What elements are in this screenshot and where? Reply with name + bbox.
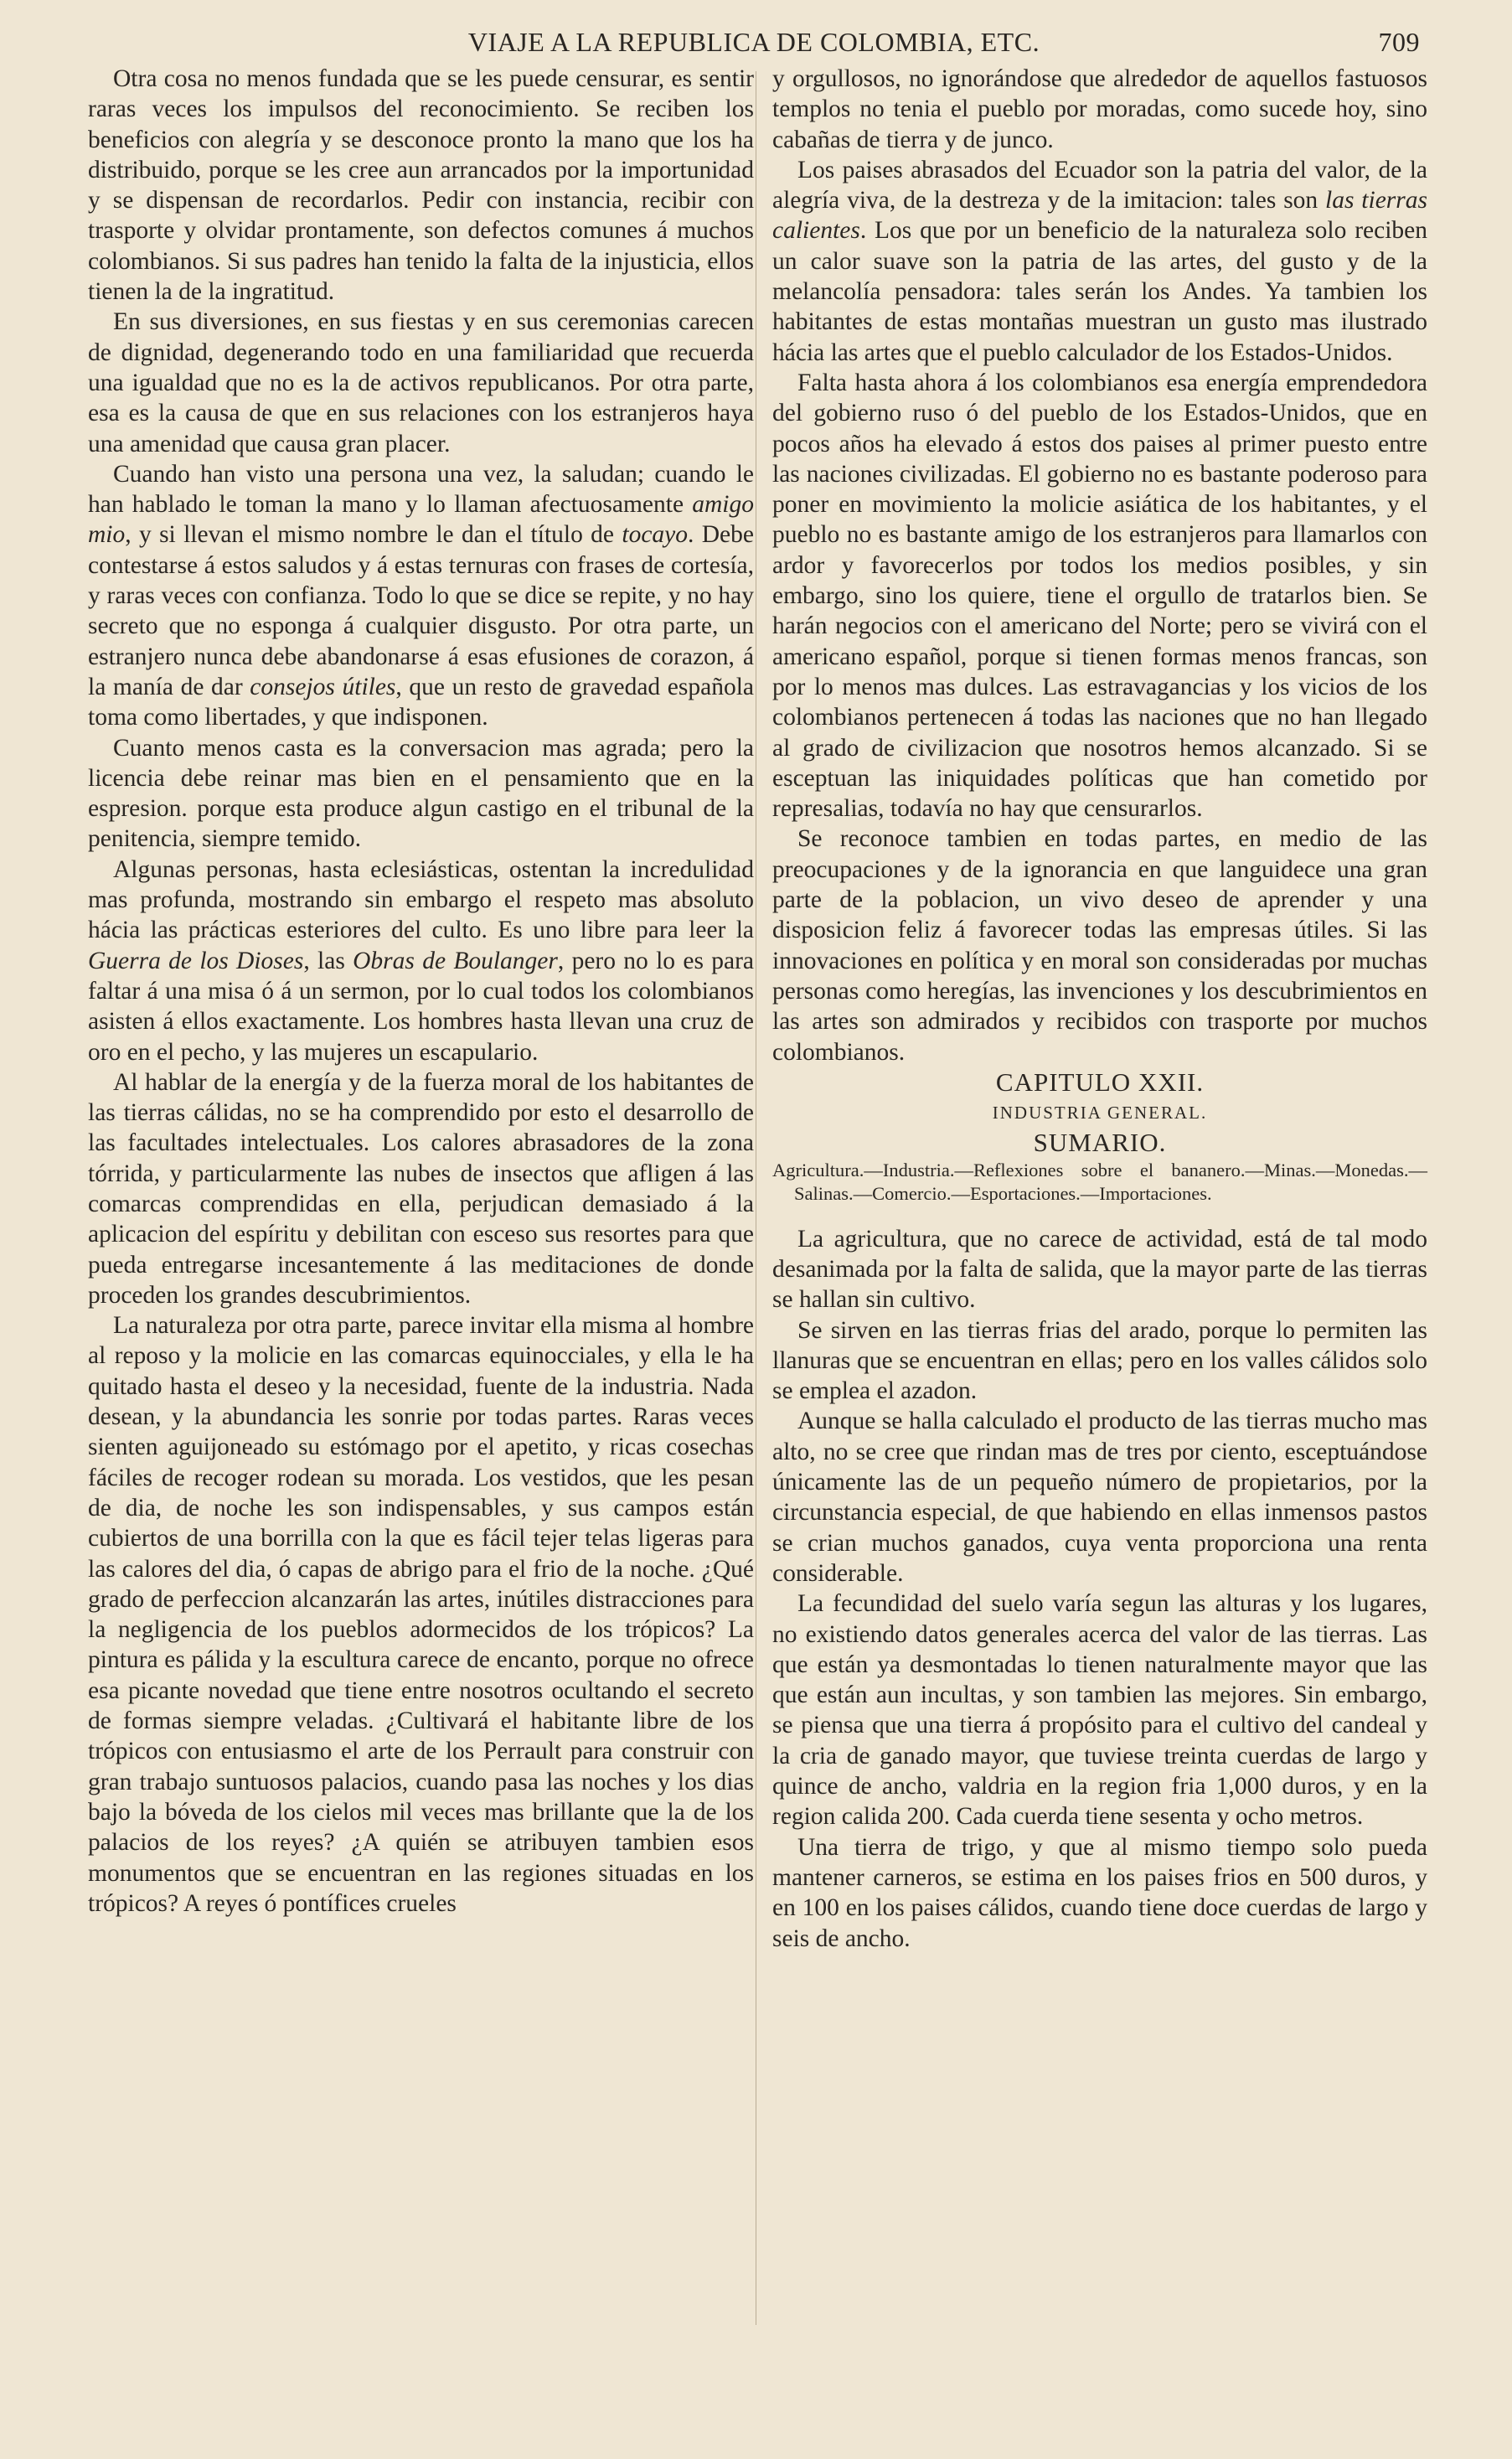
paragraph: En sus diversiones, en sus fiestas y en sus ceremonias carecen de dignidad, degenerando todo en una familiaridad que recuerda una igualdad que no es la de activos republicanos. Por otra parte, esa es la causa de que en sus relaciones con los estranjeros haya una amenidad que causa gran placer. — [88, 308, 754, 457]
paragraph: La fecundidad del suelo varía segun las alturas y los lugares, no existiendo datos generales acerca del valor de las tierras. Las que están ya desmontadas lo tienen naturalmente mayor que las que están aun incultas, y son tambien las mejores. Sin embargo, se piensa que una tierra á propósito para el cultivo del candeal y la cria de ganado mayor, que tuviese treinta cuerdas de largo y quince de ancho, valdria en la region fria 1,000 duros, y en la region calida 200. Cada cuerda tiene sesenta y ocho metros. — [772, 1590, 1427, 1831]
paragraph: Una tierra de trigo, y que al mismo tiempo solo pueda mantener carneros, se estima en los paises frios en 500 duros, y en 100 en los paises cálidos, cuando tiene doce cuerdas de largo y seis de ancho. — [772, 1833, 1427, 1952]
paragraph: Cuanto menos casta es la conversacion mas agrada; pero la licencia debe reinar mas bien en el pensamiento que en la espresion. porque esta produce algun castigo en el tribunal de la penitencia, siempre temido. — [88, 734, 754, 853]
paragraph: Se sirven en las tierras frias del arado, porque lo permiten las llanuras que se encuentran en ellas; pero en los valles cálidos solo se emplea el azadon. — [772, 1316, 1427, 1405]
chapter-title: CAPITULO XXII. — [995, 1067, 1205, 1097]
chapter-subtitle: INDUSTRIA GENERAL. — [992, 1103, 1208, 1124]
left-column — [88, 64, 754, 1919]
paragraph: Algunas personas, hasta eclesiásticas, ostentan la incredulidad mas profunda, mostrando sin embargo el respeto mas absoluto hácia las prácticas esteriores del culto. Es uno libre para leer la Guerra de los Dioses, las Obras de Boulanger, pero no lo es para faltar á una misa ó á un sermon, por lo cual todos los colombianos asisten á ellos exactamente. Los hombres hasta llevan una cruz de oro en el pecho, y las mujeres un escapulario. — [88, 855, 754, 1066]
paragraph: Aunque se halla calculado el producto de las tierras mucho mas alto, no se cree que rindan mas de tres por ciento, esceptuándose únicamente las de un pequeño número de propietarios, por la circunstancia especial, de que habiendo en ellas inmensos pastos se crian muchos ganados, cuya venta proporciona una renta considerable. — [772, 1408, 1427, 1587]
paragraph: Se reconoce tambien en todas partes, en medio de las preocupaciones y de la ignorancia en que languidece una gran parte de la poblacion, un vivo deseo de aprender y una disposicion feliz á favorecer todas las empresas útiles. Si las innovaciones en política y en moral son consideradas por muchas personas como heregías, las invenciones y los descubrimientos en las artes son admirados y recibidos con trasporte por muchos colombianos. — [772, 825, 1427, 1066]
paragraph: y orgullosos, no ignorándose que alrededor de aquellos fastuosos templos no tenia el pueblo por moradas, como sucede hoy, sino cabañas de tierra y de junco. — [772, 65, 1427, 153]
summary-title: SUMARIO. — [1033, 1128, 1167, 1158]
paragraph: Cuando han visto una persona una vez, la saludan; cuando le han hablado le toman la mano y lo llaman afectuosamente amigo mio, y si llevan el mismo nombre le dan el título de tocayo. Debe contestarse á estos saludos y á estas ternuras con frases de cortesía, y raras veces con confianza. Todo lo que se dice se repite, y no hay secreto que no esponga á cualquier disgusto. Por otra parte, un estranjero nunca debe abandonarse á esas efusiones de corazon, á la manía de dar consejos útiles, que un resto de gravedad española toma como libertades, y que indisponen. — [88, 460, 754, 731]
right-column — [772, 64, 1427, 1954]
paragraph: La naturaleza por otra parte, parece invitar ella misma al hombre al reposo y la molicie en las comarcas equinocciales, y ella le ha quitado hasta el deseo y la necesidad, fuente de la industria. Nada desean, y la abundancia les sonrie por todas partes. Raras veces sienten aguijoneado su estómago por el apetito, y ricas cosechas fáciles de recoger rodean su morada. Los vestidos, que les pesan de dia, de noche les son indispensables, y sus campos están cubiertos de una borrilla con la que es fácil tejer telas ligeras para las calores del dia, ó capas de abrigo para el frio de la noche. ¿Qué grado de perfeccion alcanzarán las artes, inútiles distracciones para la negligencia de los pueblos adormecidos de los trópicos? La pintura es pálida y la escultura carece de encanto, porque no ofrece esa picante novedad que tiene entre nosotros ocultando el secreto de formas siempre veladas. ¿Cultivará el habitante libre de los trópicos con entusiasmo el arte de los Perrault para construir con gran trabajo suntuosos palacios, cuando pasa las noches y los dias bajo la bóveda de los cielos mil veces mas brillante que la de los palacios de los reyes? ¿A quién se atribuyen tambien esos monumentos que se encuentran en las regiones situadas en los trópicos? A reyes ó pontífices crueles — [88, 1312, 754, 1917]
paragraph: Al hablar de la energía y de la fuerza moral de los habitantes de las tierras cálidas, no se ha comprendido por esto el desarrollo de las facultades intelectuales. Los calores abrasadores de la zona tórrida, y particularmente las nubes de insectos que afligen á las comarcas comprendidas en ella, perjudican demasiado á la aplicacion del espíritu y debilitan con esceso sus resortes para que pueda entregarse incesantemente á las meditaciones de donde proceden los grandes descubrimientos. — [88, 1068, 754, 1309]
paragraph: Falta hasta ahora á los colombianos esa energía emprendedora del gobierno ruso ó del pueblo de los Estados-Unidos, que en pocos años ha elevado á estos dos paises al primer puesto entre las naciones civilizadas. El gobierno no es bastante poderoso para poner en movimiento la molicie asiática de los habitantes, y el pueblo no es bastante amigo de los estranjeros para llamarlos con ardor y favorecerlos por todos los medios posibles, y sin embargo, sino los quiere, tiene el orgullo de tratarlos bien. Se harán negocios con el americano del Norte; pero se vivirá con el americano español, porque si tienen formas menos francas, son por lo menos mas dulces. Las estravagancias y los vicios de los colombianos pertenecen á todas las naciones que no han llegado al grado de civilizacion que nosotros hemos alcanzado. Si se esceptuan las iniquidades políticas que han cometido por represalias, todavía no hay que censurarlos. — [772, 369, 1427, 823]
page-header — [88, 25, 1420, 64]
page-number: 709 — [1378, 27, 1420, 57]
running-title: VIAJE A LA REPUBLICA DE COLOMBIA, ETC. — [467, 27, 1040, 57]
paragraph: La agricultura, que no carece de actividad, está de tal modo desanimada por la falta de salida, que la mayor parte de las tierras se hallan sin cultivo. — [772, 1225, 1427, 1314]
summary-text: Agricultura.—Industria.—Reflexiones sobre el bananero.—Minas.—Monedas.—Salinas.—Comercio.—Esportaciones.—Importaciones. — [772, 1159, 1427, 1204]
paragraph: Los paises abrasados del Ecuador son la patria del valor, de la alegría viva, de la destreza y de la imitacion: tales son las tierras calientes. Los que por un beneficio de la naturaleza solo reciben un calor suave son la patria de las artes, del gusto y de la melancolía pensadora: tales serán los Andes. Ya tambien los habitantes de estas montañas muestran un gusto mas ilustrado hácia las artes que el pueblo calculador de los Estados-Unidos. — [772, 156, 1427, 366]
paragraph: Otra cosa no menos fundada que se les puede censurar, es sentir raras veces los impulsos del reconocimiento. Se reciben los beneficios con alegría y se desconoce pronto la mano que los ha distribuido, porque se les cree aun arrancados por la importunidad y se dispensan de recordarlos. Pedir con instancia, recibir con trasporte y olvidar prontamente, son defectos comunes á muchos colombianos. Si sus padres han tenido la falta de la injusticia, ellos tienen la de la ingratitud. — [88, 65, 754, 306]
